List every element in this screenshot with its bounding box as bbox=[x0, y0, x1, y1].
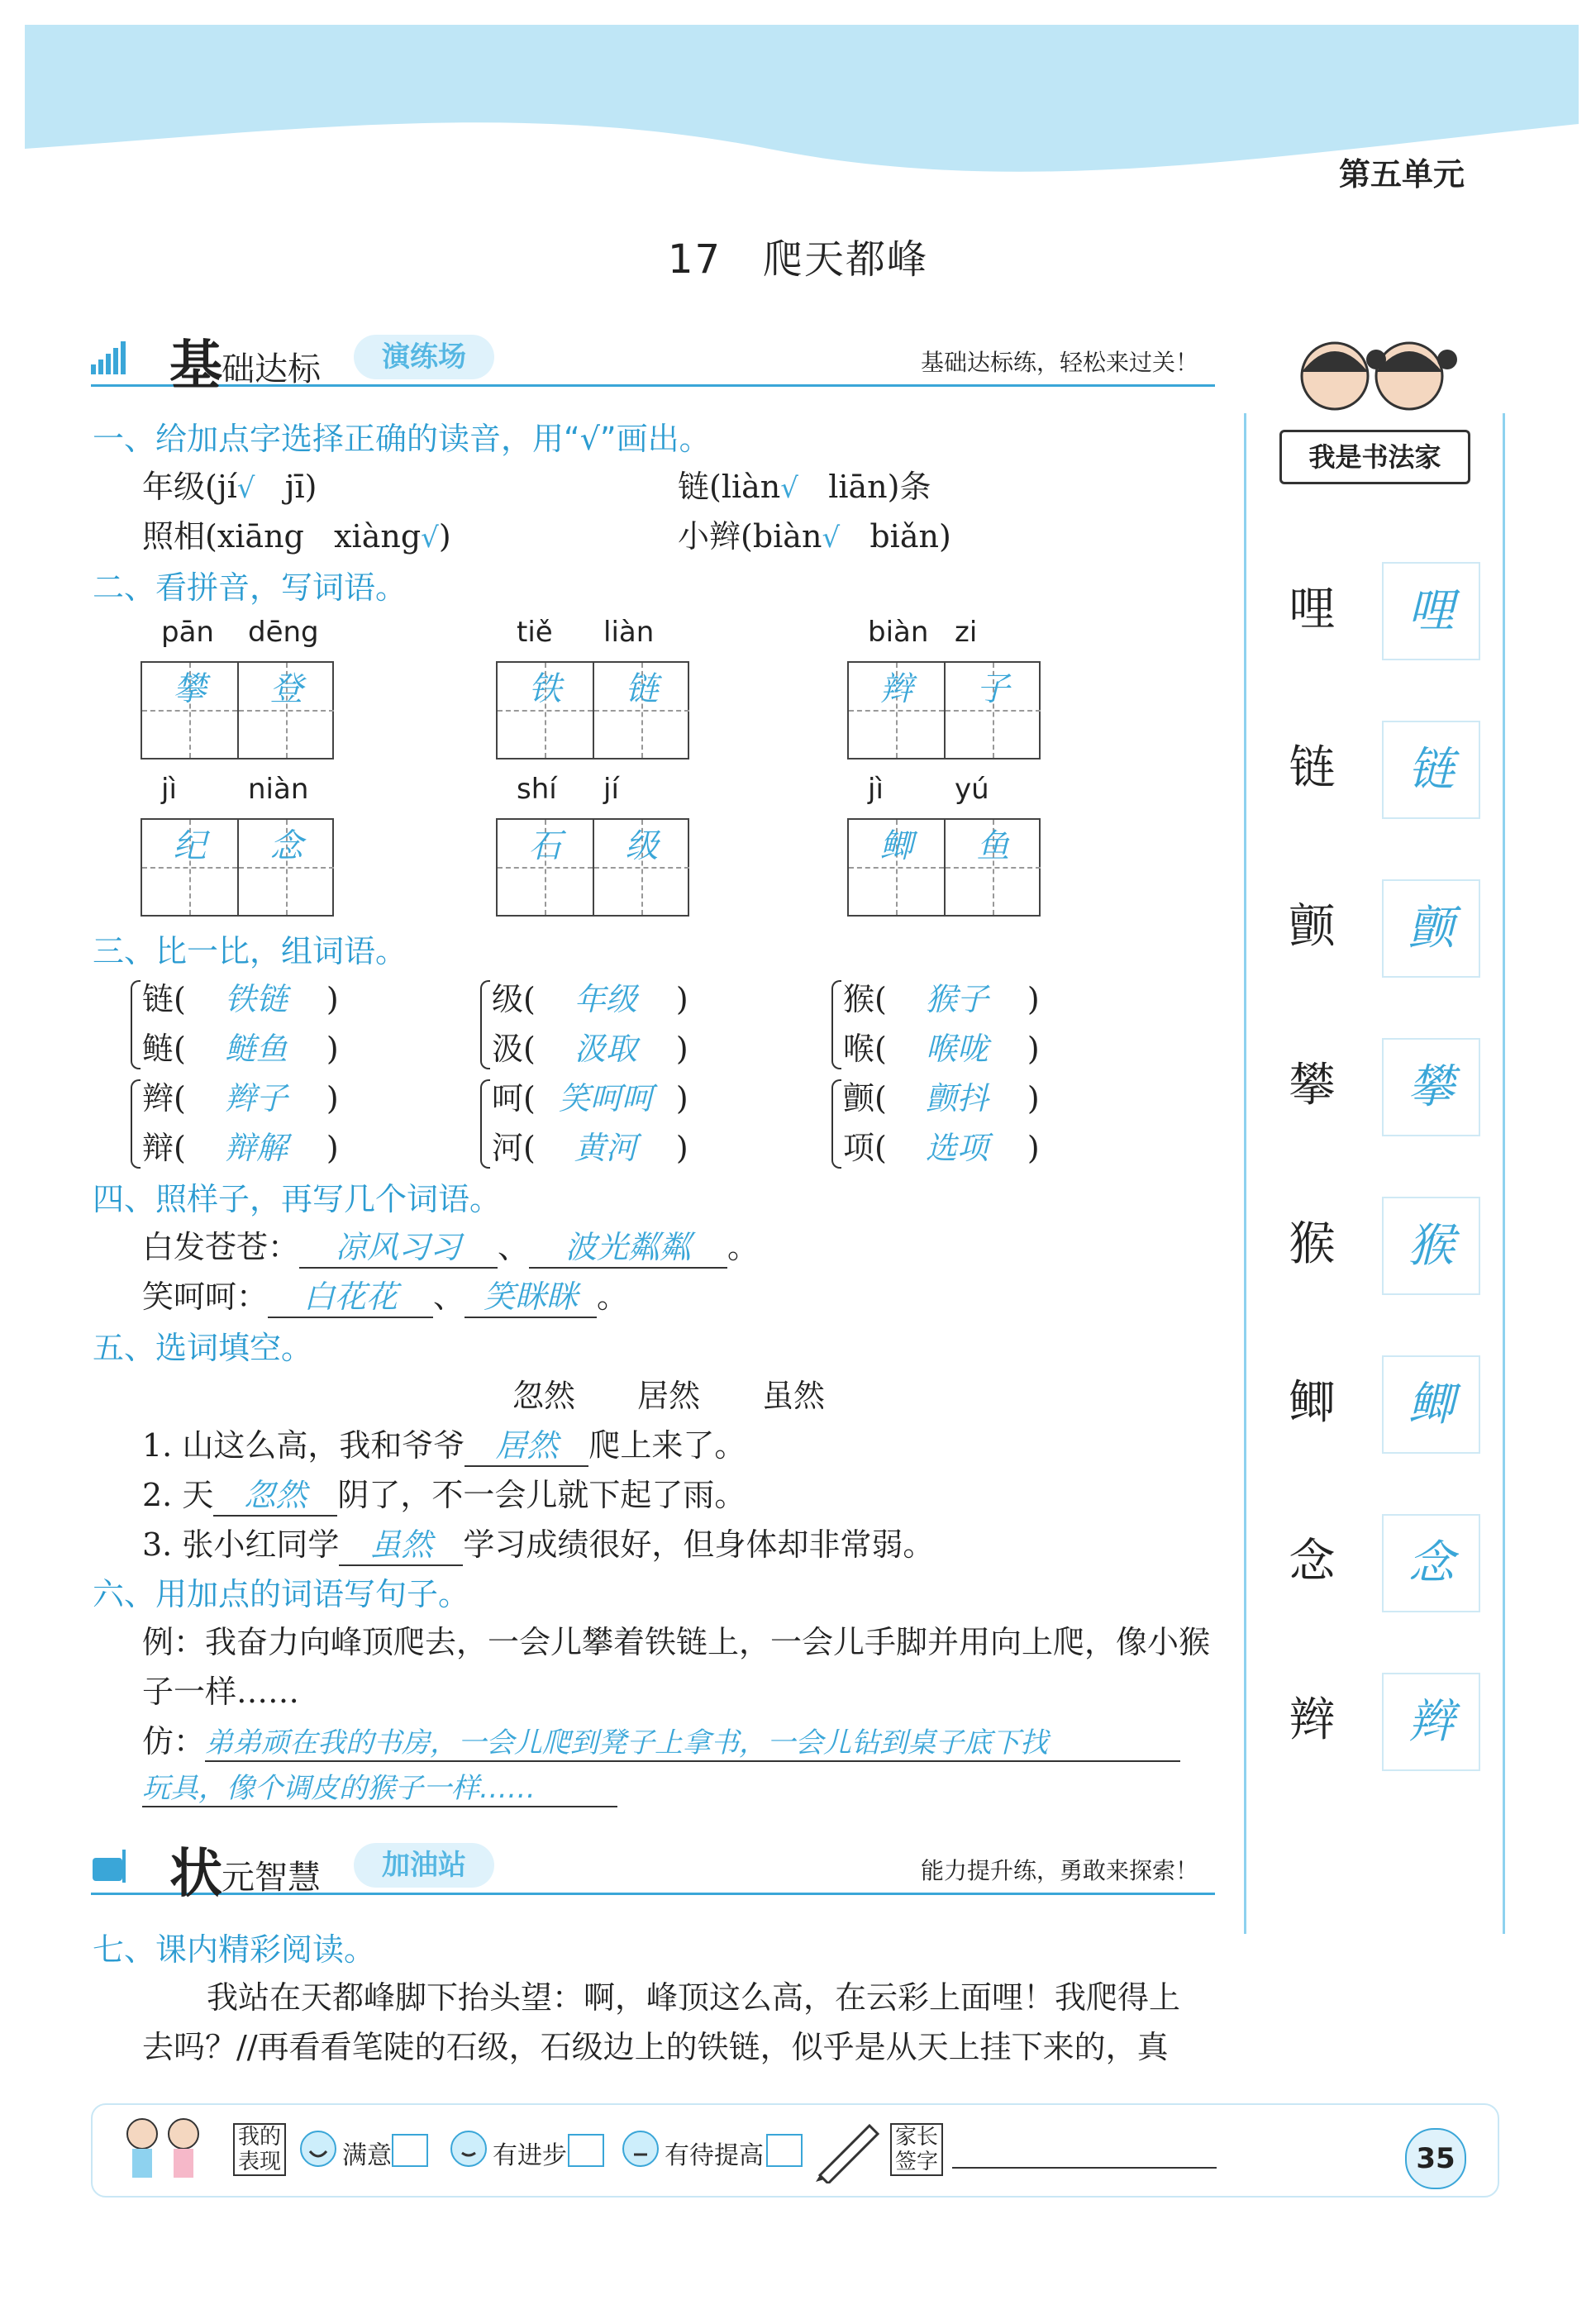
answer-word: 辫子 bbox=[224, 1080, 288, 1117]
practice-char: 链 bbox=[1408, 743, 1455, 797]
section-name: 元智慧 bbox=[222, 1859, 321, 1897]
answer-word: 笑呵呵 bbox=[558, 1080, 653, 1117]
q1-item: 照相(xiāng xiàng√) bbox=[142, 518, 451, 555]
answer-word: 辩解 bbox=[224, 1130, 288, 1166]
answer-blank: 居然 bbox=[465, 1420, 588, 1467]
q5-sentence-1: 1. 山这么高，我和爷爷 居然 爬上来了。 bbox=[142, 1420, 746, 1467]
grid-cell[interactable] bbox=[849, 820, 944, 915]
compare-item: 鲢( 鲢鱼 ) bbox=[142, 1023, 339, 1069]
brace-icon bbox=[480, 1079, 490, 1169]
written-char: 级 bbox=[625, 827, 659, 865]
q6-example-line-2: 子一样…… bbox=[142, 1674, 300, 1710]
check-icon: √ bbox=[236, 472, 255, 505]
answer-word: 汲取 bbox=[574, 1031, 637, 1067]
q1-item: 年级(jí√ jī) bbox=[142, 469, 317, 505]
question-7-title: 七、课内精彩阅读。 bbox=[93, 1931, 376, 1968]
answer-blank: 弟弟顽在我的书房，一会儿爬到凳子上拿书，一会儿钻到桌子底下找 bbox=[205, 1720, 1180, 1762]
model-char: 颤 bbox=[1289, 900, 1336, 954]
q6-example-line-1: 例：我奋力向峰顶爬去，一会儿攀着铁链上，一会儿手脚并用向上爬，像小猴 bbox=[142, 1624, 1211, 1660]
answer-word: 喉咙 bbox=[925, 1031, 989, 1067]
grid-cell[interactable] bbox=[944, 663, 1041, 758]
model-char-box bbox=[1265, 1355, 1360, 1450]
practice-char-box[interactable] bbox=[1382, 1197, 1480, 1295]
signal-bars-icon bbox=[91, 341, 129, 374]
unit-label: 第五单元 bbox=[1339, 156, 1465, 193]
section-slogan: 能力提升练，勇敢来探索！ bbox=[920, 1857, 1198, 1884]
model-char-box bbox=[1265, 1197, 1360, 1292]
word-options: 忽然 居然 虽然 bbox=[512, 1378, 826, 1414]
model-char: 链 bbox=[1289, 741, 1336, 795]
brace-icon bbox=[831, 1079, 841, 1169]
option-needs-improvement: 有待提高 bbox=[665, 2141, 764, 2170]
model-char-box bbox=[1265, 1038, 1360, 1133]
section-big-char: 状 bbox=[169, 1843, 222, 1905]
section-basic-header bbox=[91, 326, 1215, 397]
compare-item: 链( 铁链 ) bbox=[142, 974, 339, 1019]
grid-cell[interactable] bbox=[498, 663, 593, 758]
written-char: 铁 bbox=[528, 670, 562, 708]
answer-word: 鲢鱼 bbox=[224, 1031, 288, 1067]
practice-char: 辫 bbox=[1408, 1695, 1455, 1749]
pinyin-label: jí bbox=[603, 773, 619, 806]
compare-item: 河( 黄河 ) bbox=[492, 1122, 688, 1168]
practice-char-box[interactable] bbox=[1382, 1355, 1480, 1454]
section-advanced-header bbox=[91, 1835, 1215, 1905]
compare-item: 猴( 猴子 ) bbox=[843, 974, 1040, 1019]
question-4-title: 四、照样子，再写几个词语。 bbox=[93, 1181, 502, 1217]
kids-footer-icon bbox=[117, 2113, 208, 2188]
writing-grid bbox=[141, 661, 334, 760]
neutral-face-icon bbox=[622, 2130, 660, 2168]
happy-face-icon bbox=[299, 2130, 337, 2168]
model-char-box bbox=[1265, 721, 1360, 816]
written-char: 辫 bbox=[879, 670, 913, 708]
grid-cell[interactable] bbox=[593, 820, 689, 915]
written-char: 纪 bbox=[173, 827, 207, 865]
answer-word: 颤抖 bbox=[925, 1080, 989, 1117]
grid-cell[interactable] bbox=[593, 663, 689, 758]
pen-hand-icon bbox=[812, 2117, 886, 2183]
practice-char: 猴 bbox=[1408, 1219, 1455, 1273]
reading-line-1: 我站在天都峰脚下抬头望：啊，峰顶这么高，在云彩上面哩！我爬得上 bbox=[207, 1979, 1181, 2016]
writing-grid bbox=[496, 818, 689, 917]
practice-char: 哩 bbox=[1408, 584, 1455, 638]
section-slogan: 基础达标练，轻松来过关！ bbox=[920, 349, 1198, 376]
practice-char-box[interactable] bbox=[1382, 879, 1480, 978]
self-evaluation-bar bbox=[91, 2103, 1499, 2198]
needs-improvement-checkbox[interactable] bbox=[766, 2134, 803, 2167]
question-5-title: 五、选词填空。 bbox=[93, 1330, 313, 1366]
q5-sentence-3: 3. 张小红同学 虽然 学习成绩很好，但身体却非常弱。 bbox=[142, 1519, 934, 1566]
written-char: 登 bbox=[269, 670, 303, 708]
pinyin-label: dēng bbox=[248, 616, 319, 649]
model-char: 猴 bbox=[1289, 1217, 1336, 1271]
pinyin-label: biàn bbox=[868, 616, 929, 649]
answer-word: 铁链 bbox=[224, 981, 288, 1017]
question-1-title: 一、给加点字选择正确的读音，用“√”画出。 bbox=[93, 421, 711, 457]
writing-grid bbox=[496, 661, 689, 760]
compare-item: 辫( 辫子 ) bbox=[142, 1073, 339, 1118]
practice-char-box[interactable] bbox=[1382, 721, 1480, 819]
improved-checkbox[interactable] bbox=[568, 2134, 604, 2167]
section-badge: 加油站 bbox=[354, 1843, 494, 1888]
model-char-box bbox=[1265, 1514, 1360, 1609]
written-char: 攀 bbox=[173, 670, 207, 708]
written-char: 链 bbox=[625, 670, 659, 708]
section-big-char: 基 bbox=[169, 335, 222, 397]
answer-blank: 波光粼粼 bbox=[529, 1221, 727, 1269]
model-char: 攀 bbox=[1289, 1059, 1336, 1112]
model-char-box bbox=[1265, 562, 1360, 657]
check-icon: √ bbox=[780, 472, 798, 505]
section-badge: 演练场 bbox=[354, 335, 494, 379]
writing-grid bbox=[847, 818, 1041, 917]
calligraphy-title: 我是书法家 bbox=[1279, 430, 1470, 484]
pinyin-label: pān bbox=[161, 616, 214, 649]
compare-item: 级( 年级 ) bbox=[492, 974, 688, 1019]
written-char: 念 bbox=[269, 827, 303, 865]
parent-sign-label: 家长签字 bbox=[890, 2123, 943, 2176]
model-char-box bbox=[1265, 1673, 1360, 1768]
compare-item: 汲( 汲取 ) bbox=[492, 1023, 688, 1069]
answer-word: 选项 bbox=[925, 1130, 989, 1166]
pinyin-label: tiě bbox=[517, 616, 553, 649]
answer-blank: 玩具，像个调皮的猴子一样…… bbox=[142, 1765, 617, 1807]
answer-word: 猴子 bbox=[925, 981, 989, 1017]
brace-icon bbox=[831, 980, 841, 1069]
brace-icon bbox=[131, 980, 141, 1069]
model-char: 念 bbox=[1289, 1535, 1336, 1588]
compare-item: 项( 选项 ) bbox=[843, 1122, 1040, 1168]
question-6-title: 六、用加点的词语写句子。 bbox=[93, 1576, 470, 1612]
check-icon: √ bbox=[421, 521, 439, 555]
grid-cell[interactable] bbox=[142, 663, 237, 758]
brace-icon bbox=[480, 980, 490, 1069]
compare-item: 喉( 喉咙 ) bbox=[843, 1023, 1040, 1069]
writing-grid bbox=[141, 818, 334, 917]
pinyin-label: zi bbox=[955, 616, 978, 649]
q4-line-2: 笑呵呵： 白花花 、 笑眯眯 。 bbox=[142, 1271, 628, 1318]
written-char: 子 bbox=[976, 670, 1010, 708]
q1-item: 小辫(biàn√ biǎn) bbox=[678, 518, 951, 555]
pinyin-label: niàn bbox=[248, 773, 309, 806]
practice-char-box[interactable] bbox=[1382, 562, 1480, 660]
written-char: 鱼 bbox=[976, 827, 1010, 865]
pinyin-label: jì bbox=[161, 773, 177, 806]
kids-illustration-icon bbox=[1285, 335, 1459, 426]
grid-cell[interactable] bbox=[498, 820, 593, 915]
grid-cell[interactable] bbox=[142, 820, 237, 915]
answer-blank: 虽然 bbox=[339, 1519, 463, 1566]
writing-grid bbox=[847, 661, 1041, 760]
model-char: 鲫 bbox=[1289, 1376, 1336, 1430]
answer-word: 黄河 bbox=[574, 1130, 637, 1166]
written-char: 鲫 bbox=[879, 827, 913, 865]
satisfied-checkbox[interactable] bbox=[392, 2134, 428, 2167]
practice-char-box[interactable] bbox=[1382, 1673, 1480, 1771]
answer-blank: 忽然 bbox=[213, 1469, 337, 1517]
practice-char: 攀 bbox=[1408, 1060, 1455, 1114]
parent-signature-line[interactable] bbox=[952, 2167, 1217, 2169]
q5-sentence-2: 2. 天 忽然 阴了，不一会儿就下起了雨。 bbox=[142, 1469, 746, 1517]
q4-line-1: 白发苍苍： 凉风习习 、 波光粼粼 。 bbox=[142, 1221, 759, 1269]
page-number: 35 bbox=[1405, 2128, 1466, 2189]
flag-icon bbox=[91, 1850, 129, 1883]
practice-char: 鲫 bbox=[1408, 1378, 1455, 1431]
practice-char: 念 bbox=[1408, 1536, 1455, 1590]
reading-line-2: 去吗？//再看看笔陡的石级，石级边上的铁链，似乎是从天上挂下来的，真 bbox=[142, 2029, 1169, 2065]
practice-char-box[interactable] bbox=[1382, 1038, 1480, 1136]
smile-face-icon bbox=[450, 2130, 488, 2168]
grid-cell[interactable] bbox=[944, 820, 1041, 915]
section-name: 础达标 bbox=[222, 350, 321, 388]
model-char-box bbox=[1265, 879, 1360, 974]
option-improved: 有进步 bbox=[493, 2141, 567, 2170]
compare-item: 呵( 笑呵呵 ) bbox=[492, 1073, 688, 1118]
performance-label: 我的表现 bbox=[233, 2123, 286, 2176]
q1-item: 链(liàn√ liān)条 bbox=[678, 469, 931, 505]
option-satisfied: 满意 bbox=[342, 2141, 392, 2170]
lesson-title: 17 爬天都峰 bbox=[667, 236, 929, 283]
grid-cell[interactable] bbox=[849, 663, 944, 758]
check-icon: √ bbox=[822, 521, 841, 555]
q6-answer-line-2 bbox=[142, 1765, 617, 1807]
written-char: 石 bbox=[528, 827, 562, 865]
practice-char: 颤 bbox=[1408, 902, 1455, 955]
pinyin-label: liàn bbox=[603, 616, 655, 649]
pinyin-label: shí bbox=[517, 773, 557, 806]
compare-item: 辩( 辩解 ) bbox=[142, 1122, 339, 1168]
q6-answer-line-1: 仿：弟弟顽在我的书房，一会儿爬到凳子上拿书，一会儿钻到桌子底下找 bbox=[142, 1716, 1180, 1762]
question-3-title: 三、比一比，组词语。 bbox=[93, 933, 407, 969]
model-char: 哩 bbox=[1289, 583, 1336, 636]
brace-icon bbox=[131, 1079, 141, 1169]
practice-char-box[interactable] bbox=[1382, 1514, 1480, 1612]
grid-cell[interactable] bbox=[237, 663, 334, 758]
compare-item: 颤( 颤抖 ) bbox=[843, 1073, 1040, 1118]
answer-blank: 白花花 bbox=[268, 1271, 433, 1318]
pinyin-label: yú bbox=[955, 773, 989, 806]
answer-blank: 凉风习习 bbox=[299, 1221, 498, 1269]
answer-word: 年级 bbox=[574, 981, 637, 1017]
grid-cell[interactable] bbox=[237, 820, 334, 915]
model-char: 辫 bbox=[1289, 1693, 1336, 1747]
question-2-title: 二、看拼音，写词语。 bbox=[93, 569, 407, 606]
pinyin-label: jì bbox=[868, 773, 884, 806]
answer-blank: 笑眯眯 bbox=[465, 1271, 597, 1318]
